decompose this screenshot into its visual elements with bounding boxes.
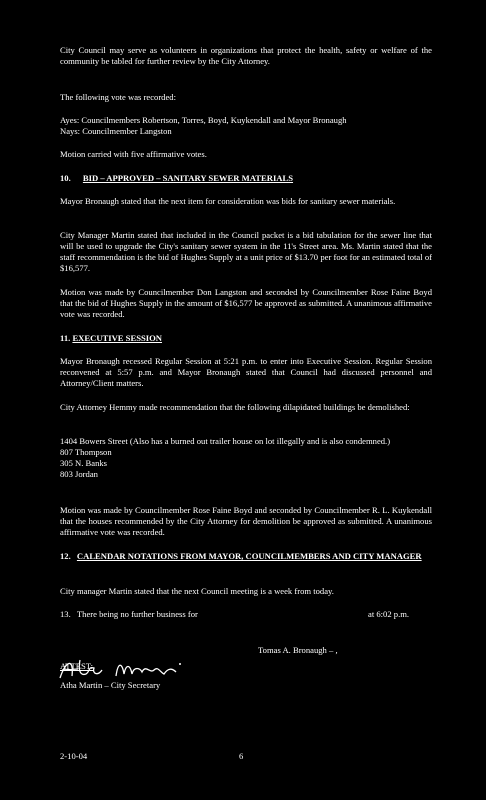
- item-title: EXECUTIVE SESSION: [72, 333, 162, 343]
- paragraph-bid-intro: Mayor Bronaugh stated that the next item for consideration was bids for sanitary sewer materials.: [60, 196, 396, 206]
- paragraph-demolition-motion: Motion was made by Councilmember Rose Faine Boyd and seconded by Councilmember R. L. Kuykendall that the houses recommended by the City Attorney for demolition be approved as submitted. A unanimous affirmative vote was recorded.: [60, 505, 432, 537]
- item-title: CALENDAR NOTATIONS FROM MAYOR, COUNCILMEMBERS AND CITY MANAGER: [76, 551, 422, 561]
- item-13-line: [60, 609, 432, 620]
- paragraph-tabled-review: City Council may serve as volunteers in organizations that protect the health, safety or welfare of the community be tabled for further review by the City Attorney.: [60, 45, 432, 66]
- paragraph-calendar: City manager Martin stated that the next Council meeting is a week from today.: [60, 586, 334, 596]
- paragraph-dilapidated-buildings: City Attorney Hemmy made recommendation that the following dilapidated buildings be demolished:: [60, 402, 410, 412]
- motion-carried: Motion carried with five affirmative votes.: [60, 149, 207, 159]
- item-title: BID – APPROVED – SANITARY SEWER MATERIALS: [82, 173, 294, 183]
- item-12-heading: [60, 551, 432, 562]
- item-number: 12.: [60, 551, 71, 561]
- footer-page-number: 6: [239, 751, 244, 761]
- address-list: [60, 436, 432, 480]
- paragraph-executive-session: Mayor Bronaugh recessed Regular Session at 5:21 p.m. to enter into Executive Session. Regular Session reconvened at 5:57 p.m. and Mayor Bronaugh stated that Council had discussed personnel and Attorney/Client matters.: [60, 356, 432, 388]
- item-number: 13.: [60, 609, 71, 619]
- item-10-heading: [60, 173, 432, 184]
- footer-date: 2-10-04: [60, 751, 88, 761]
- address-item: 305 N. Banks: [60, 458, 108, 468]
- ayes-line: Ayes: Councilmembers Robertson, Torres, Boyd, Kuykendall and Mayor Bronaugh: [60, 115, 347, 125]
- paragraph-bid-details: City Manager Martin stated that included in the Council packet is a bid tabulation for the sewer line that will be used to upgrade the City's sanitary sewer system in the 11's Street area. Ms. Martin stated that the staff recommendation is the bid of Hughes Supply at a unit price of $13.70 per foot for an estimated total of $16,577.: [60, 230, 432, 273]
- city-secretary-signature: Atha Martin – City Secretary: [60, 680, 161, 690]
- mayor-signature-line: Tomas A. Bronaugh – ,: [258, 645, 338, 655]
- address-item: 1404 Bowers Street (Also has a burned out trailer house on lot illegally and is also condemned.): [60, 436, 391, 446]
- item-number: 10.: [60, 173, 71, 183]
- nays-line: Nays: Councilmember Langston: [60, 126, 172, 136]
- vote-intro: The following vote was recorded:: [60, 92, 176, 102]
- item-number: 11.: [60, 333, 71, 343]
- adjourn-text-right: at 6:02 p.m.: [368, 609, 410, 619]
- address-item: 803 Jordan: [60, 469, 98, 479]
- adjourn-text-left: There being no further business for: [76, 609, 198, 619]
- item-11-heading: [60, 333, 432, 344]
- address-item: 807 Thompson: [60, 447, 112, 457]
- paragraph-bid-motion: Motion was made by Councilmember Don Langston and seconded by Councilmember Rose Faine Boyd that the bid of Hughes Supply in the amount of $16,577 be approved as submitted. A unanimous affirmative vote was recorded.: [60, 287, 432, 319]
- attest-label: ATTEST:: [60, 661, 93, 671]
